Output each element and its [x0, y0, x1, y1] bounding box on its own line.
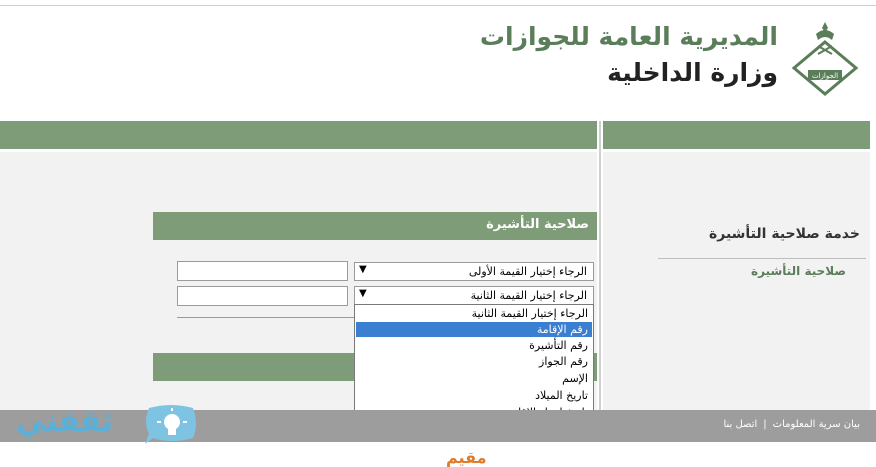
footer-separator: |	[763, 419, 767, 430]
privacy-link[interactable]: بيان سرية المعلومات	[772, 419, 860, 430]
contact-link[interactable]: اتصل بنا	[723, 419, 758, 430]
first-value-input[interactable]	[177, 261, 348, 281]
main-header-bar	[0, 121, 597, 149]
footer-links	[723, 419, 860, 430]
second-select-value: الرجاء إختيار القيمة الثانية	[470, 289, 587, 302]
second-value-select[interactable]	[354, 286, 594, 305]
second-value-input[interactable]	[177, 286, 348, 306]
chevron-down-icon: ▼	[359, 264, 367, 275]
service-title: خدمة صلاحية التأشيرة	[708, 226, 860, 242]
ministry-title: وزارة الداخلية	[607, 58, 778, 87]
dropdown-option[interactable]: رقم الجواز	[539, 355, 588, 368]
visa-validity-link[interactable]: صلاحية التأشيرة	[751, 264, 846, 278]
side-separator	[658, 258, 866, 259]
first-value-select[interactable]	[354, 262, 594, 281]
dropdown-option-selected[interactable]: رقم الإقامة	[356, 322, 592, 337]
directorate-title: المديرية العامة للجوازات	[479, 22, 778, 51]
form-header	[153, 212, 597, 240]
side-header-bar	[603, 121, 870, 149]
top-divider	[0, 5, 876, 6]
bottom-caption: مقيم	[446, 448, 487, 467]
first-select-value: الرجاء إختيار القيمة الأولى	[468, 265, 587, 278]
dropdown-option[interactable]: الرجاء إختيار القيمة الثانية	[471, 307, 588, 320]
footer-bar	[0, 410, 876, 442]
form-underline	[177, 317, 354, 318]
dropdown-option[interactable]: الإسم	[562, 372, 588, 385]
lightbulb-icon	[143, 404, 199, 446]
dropdown-option[interactable]: تاريخ الميلاد	[535, 389, 588, 402]
form-title: صلاحية التأشيرة	[486, 217, 589, 232]
site-logo-text: ثقفني	[16, 404, 114, 439]
jawazat-emblem-icon	[790, 18, 860, 98]
dropdown-option[interactable]: رقم التأشيرة	[529, 339, 588, 352]
column-divider	[599, 121, 601, 410]
chevron-down-icon: ▼	[359, 288, 367, 299]
side-panel	[603, 152, 870, 410]
svg-text:الجوازات: الجوازات	[811, 72, 839, 80]
